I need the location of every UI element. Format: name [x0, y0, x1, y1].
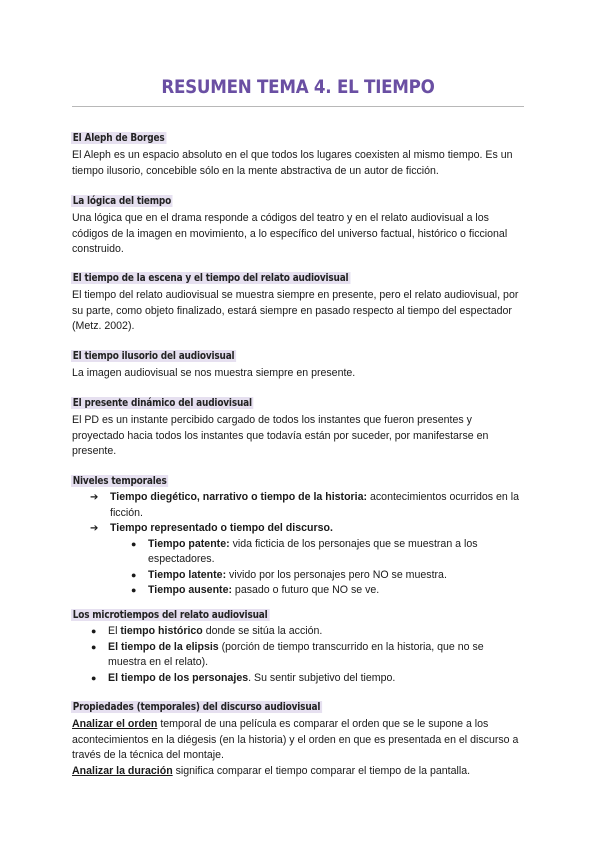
arrow-icon: ➔ — [90, 523, 99, 534]
sub-list — [110, 537, 524, 599]
title-divider — [72, 106, 524, 107]
list-item: ● El tiempo de los personajes. Su sentir subjetivo del tiempo. — [108, 671, 524, 687]
section-heading: El tiempo de la escena y el tiempo del relato audiovisual — [72, 272, 349, 284]
list-item: ● Tiempo ausente: pasado o futuro que NO se ve. — [148, 583, 524, 599]
section-niveles — [72, 471, 524, 599]
section-text: Analizar la duración significa comparar el tiempo comparar el tiempo de la pantalla. — [72, 764, 471, 777]
list-item: ● Tiempo patente: vida ficticia de los personajes que se muestran a los espectadores. — [131, 537, 478, 565]
microtiempos-list — [72, 624, 524, 686]
list-item: ● El tiempo histórico donde se sitúa la acción. — [108, 624, 524, 640]
section-text: La imagen audiovisual se nos muestra siempre en presente. — [72, 367, 356, 379]
section-heading: Los microtiempos del relato audiovisual — [72, 609, 268, 621]
arrow-icon: ➔ — [90, 492, 99, 503]
section-heading: Propiedades (temporales) del discurso audiovisual — [72, 701, 321, 713]
section-escena — [72, 268, 524, 335]
list-item: ➔ Tiempo diegético, narrativo o tiempo de la historia: acontecimientos ocurridos en la ficción. — [90, 491, 519, 519]
section-text: El PD es un instante percibido cargado de todos los instantes que fueron presentes y proyectado hacia todos los instantes que todavía están por suceder, por manifestarse en presente. — [72, 414, 489, 457]
section-logica — [72, 191, 524, 258]
section-text: El tiempo del relato audiovisual se muestra siempre en presente, pero el relato audiovisual, por su parte, como objeto finalizado, estará siempre en pasado respecto al tiempo del espectador (Metz. 2002). — [72, 289, 519, 332]
list-item: ● Tiempo latente: vivido por los personajes pero NO se muestra. — [148, 568, 524, 584]
bullet-icon: ● — [131, 585, 137, 595]
section-heading: El presente dinámico del audiovisual — [72, 397, 252, 409]
section-heading: La lógica del tiempo — [72, 195, 172, 207]
section-propiedades — [72, 697, 524, 779]
section-presente — [72, 393, 524, 460]
section-aleph — [72, 128, 524, 179]
section-microtiempos — [72, 605, 524, 686]
section-text: Analizar el orden temporal de una película es comparar el orden que se le supone a los acontecimientos en la diégesis (en la historia) y el orden en que es presentada en el discurso a través de la técnica del montaje. — [72, 718, 519, 761]
bullet-icon: ● — [131, 538, 137, 549]
section-heading: El tiempo ilusorio del audiovisual — [72, 350, 235, 362]
list-item: ➔ Tiempo representado o tiempo del discurso. ● Tiempo patente: vida ficticia de los personajes que se muestran a los espectadores. ● Tiempo latente: vivido por los personajes pero NO se muestra. ● Tiempo ausente: pasado o futuro que NO se ve. — [110, 521, 524, 599]
section-heading: El Aleph de Borges — [72, 132, 165, 144]
section-ilusorio — [72, 346, 524, 382]
section-text: Una lógica que en el drama responde a códigos del teatro y en el relato audiovisual a los códigos de la imagen en movimiento, a lo específico del universo factual, histórico o ficcional construido. — [72, 212, 508, 255]
section-heading: Niveles temporales — [72, 475, 167, 487]
bullet-icon: ● — [131, 569, 137, 580]
section-text: El Aleph es un espacio absoluto en el que todos los lugares coexisten al mismo tiempo. Es un tiempo ilusorio, concebible sólo en la mente abstractiva de un autor de ficción. — [72, 149, 513, 177]
niveles-list — [72, 490, 524, 599]
page-title: RESUMEN TEMA 4. EL TIEMPO — [161, 76, 435, 98]
bullet-icon: ● — [91, 641, 97, 652]
list-item: ● El tiempo de la elipsis (porción de tiempo transcurrido en la historia, que no se muestra en el relato). — [91, 640, 484, 668]
bullet-icon: ● — [91, 626, 97, 636]
bullet-icon: ● — [91, 672, 97, 683]
